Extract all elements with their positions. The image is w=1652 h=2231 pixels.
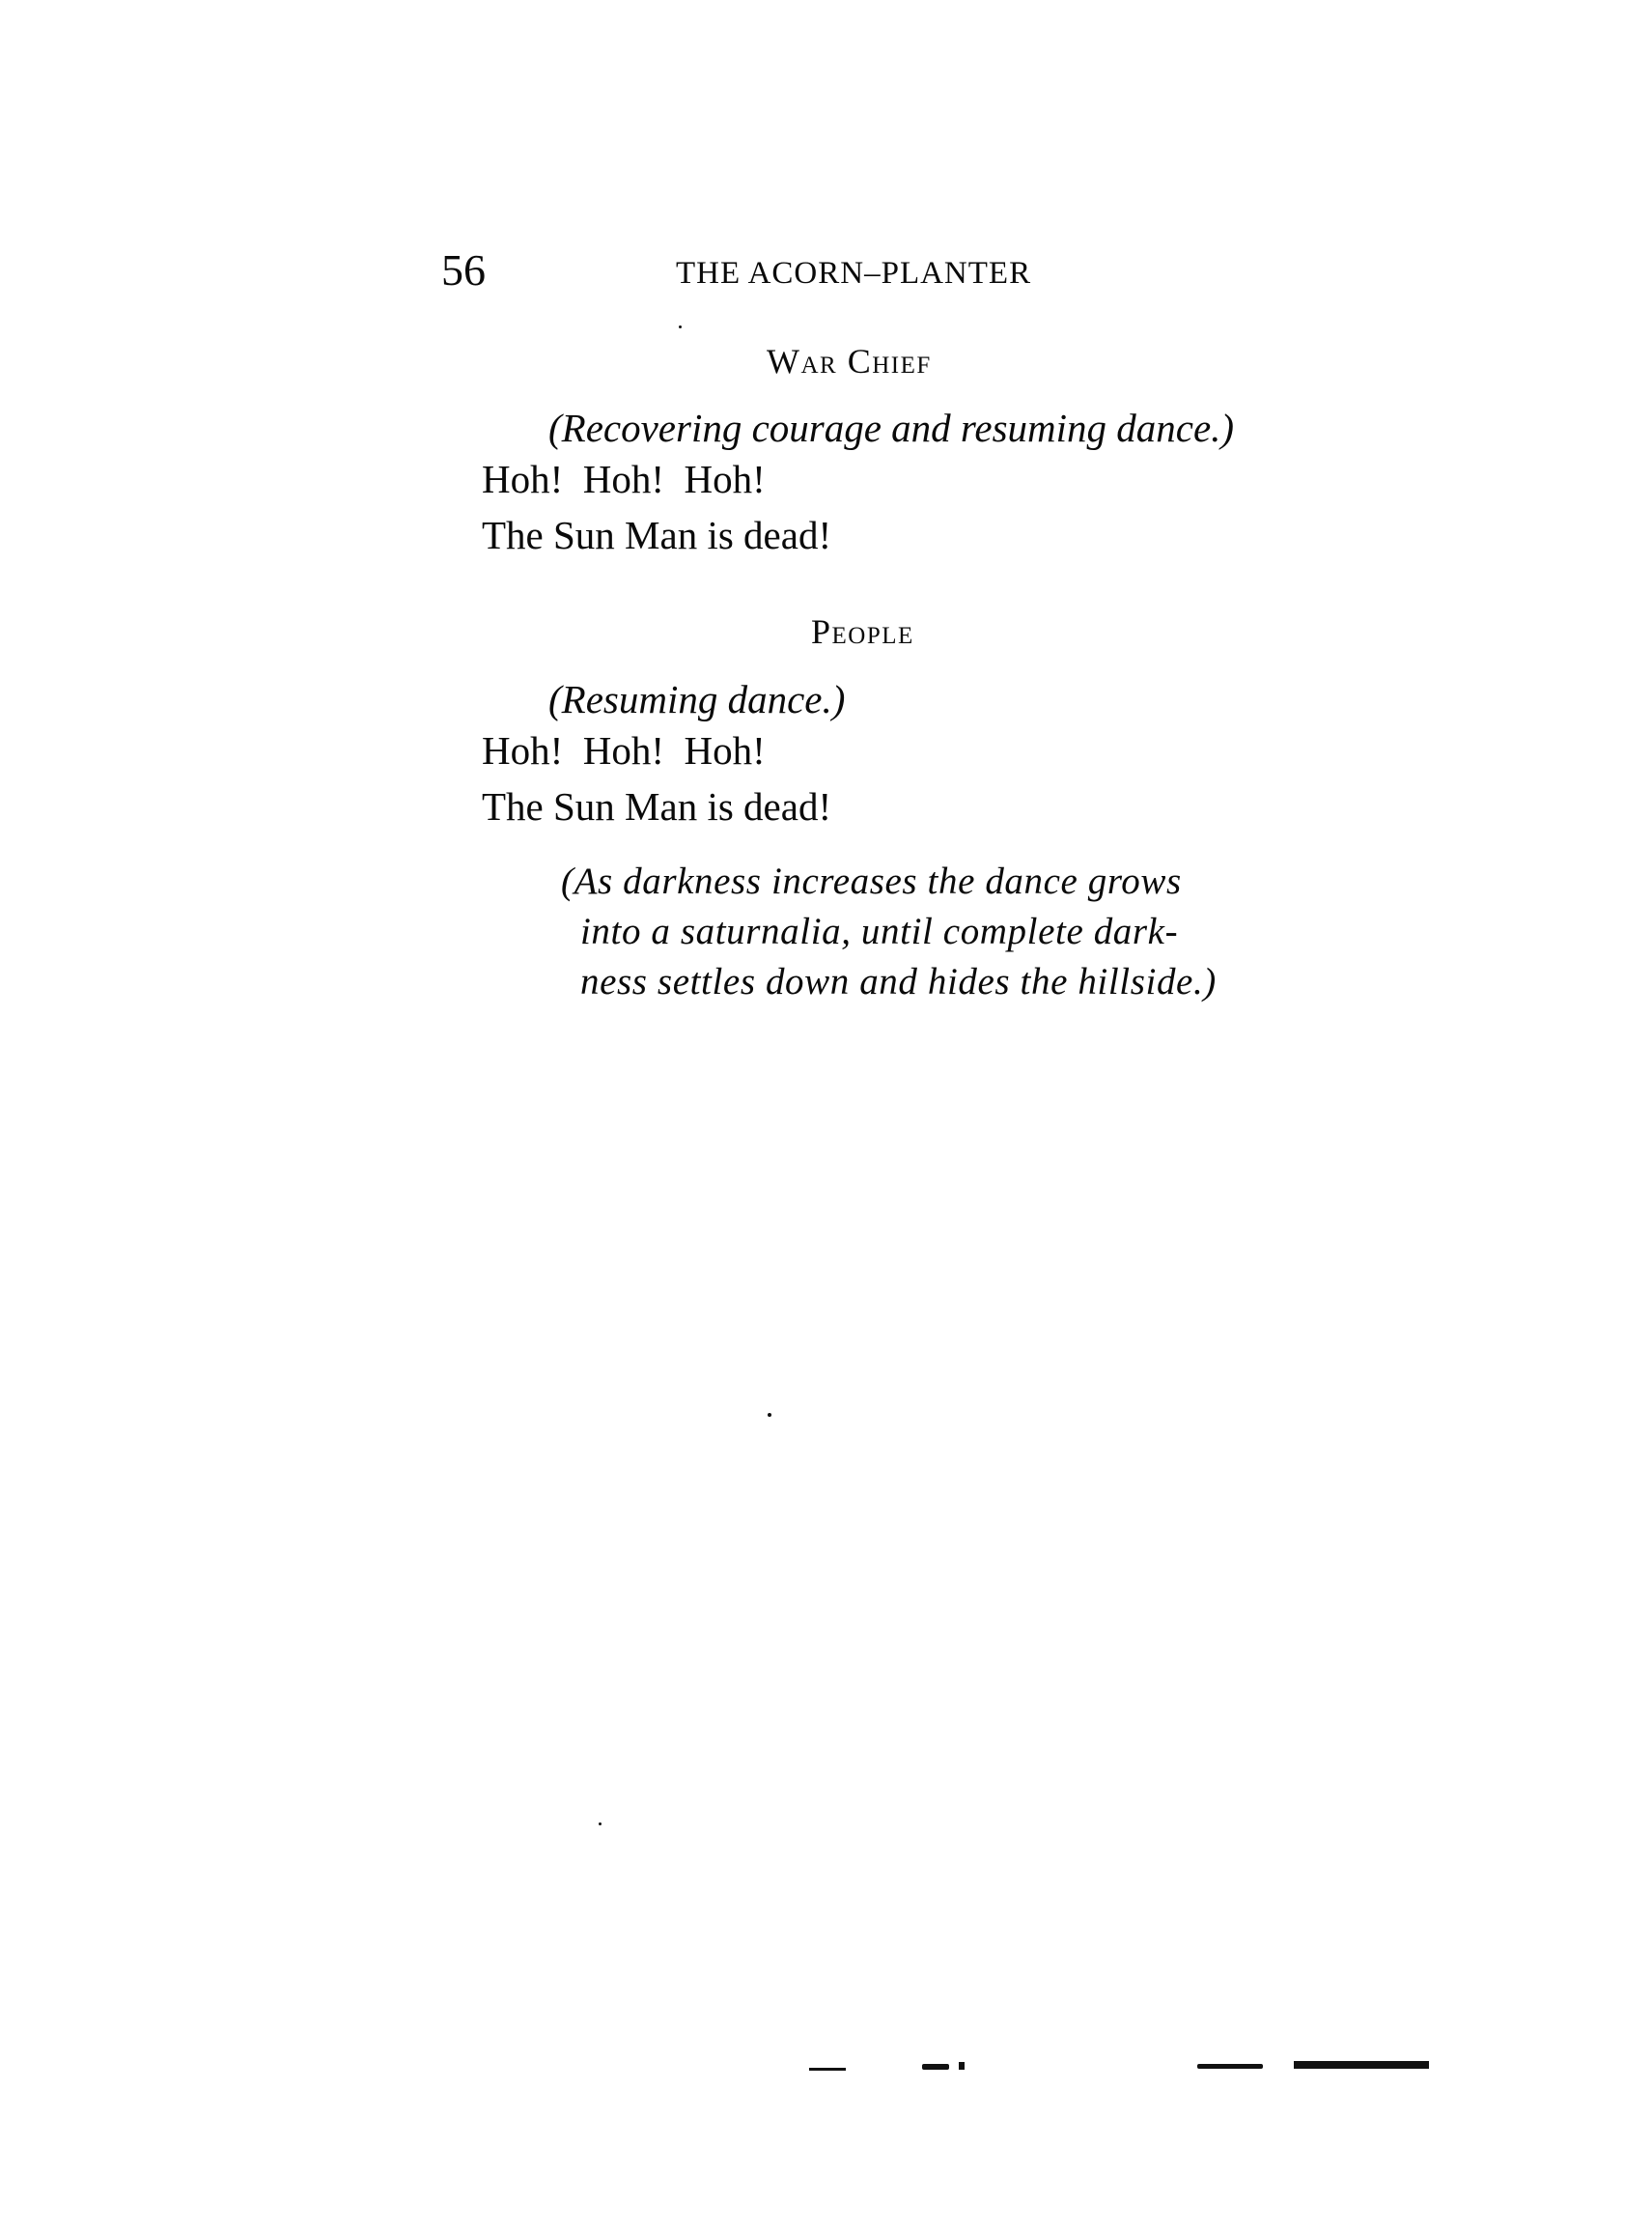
- verse-line: Hoh! Hoh! Hoh!: [482, 728, 766, 773]
- stage-direction-resuming: (Resuming dance.): [548, 677, 846, 721]
- verse-line: The Sun Man is dead!: [482, 784, 832, 829]
- verse-line: Hoh! Hoh! Hoh!: [482, 457, 766, 501]
- speaker-war-chief: War Chief: [767, 342, 932, 381]
- stage-direction-recovering: (Recovering courage and resuming dance.): [548, 406, 1235, 450]
- page-number: 56: [441, 245, 486, 295]
- scan-mark: [809, 2068, 846, 2071]
- stage-direction-line: (As darkness increases the dance grows: [561, 861, 1182, 902]
- scan-mark: [1294, 2061, 1429, 2069]
- scan-mark: [959, 2062, 965, 2070]
- scan-mark: [922, 2064, 949, 2070]
- closing-stage-direction: [561, 857, 1217, 1007]
- scan-speck: [679, 325, 682, 328]
- stage-direction-line: ness settles down and hides the hillside.): [580, 961, 1217, 1003]
- scan-speck: [768, 1413, 771, 1417]
- verse-line: The Sun Man is dead!: [482, 513, 832, 557]
- scan-speck: [599, 1822, 602, 1825]
- scan-mark: [1197, 2064, 1263, 2069]
- running-title: THE ACORN–PLANTER: [676, 256, 1032, 291]
- speaker-people: People: [811, 612, 914, 651]
- stage-direction-line: into a saturnalia, until complete dark-: [580, 911, 1179, 952]
